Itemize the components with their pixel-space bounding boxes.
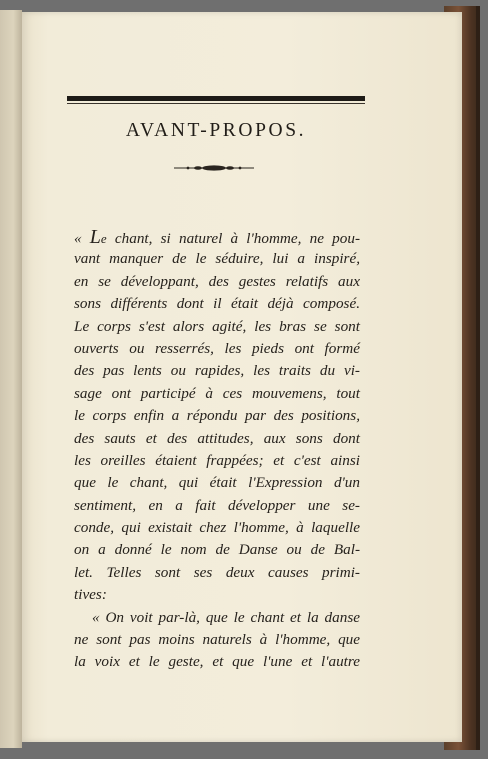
drop-cap: L (89, 226, 101, 248)
text-line-19: ne sont pas moins naturels à l'homme, que (74, 631, 360, 649)
text-line-16: let. Telles sont ses deux causes primi- (74, 563, 360, 581)
left-page-edge (0, 10, 22, 748)
text-line-3: en se développant, des gestes relatifs aux (74, 272, 360, 290)
text-line-1 (74, 226, 360, 248)
text-line-14: conde, qui existait chez l'homme, à laquelle (74, 519, 360, 537)
quote-mark: « (74, 230, 90, 247)
book-page (22, 12, 462, 742)
text-line-10: des sauts et des attitudes, aux sons dont (74, 429, 360, 447)
text-line-8: sage ont participé à ces mouvemens, tout (74, 384, 360, 402)
book-cover-edge (476, 6, 480, 750)
text-line-11: les oreilles étaient frappées; et c'est ainsi (74, 451, 360, 469)
page-title: AVANT-PROPOS. (125, 120, 307, 141)
text-line-17: tives: (74, 586, 107, 604)
text-line-7: des pas lents ou rapides, les traits du vi- (74, 362, 360, 380)
line-text: chant, si naturel à l'homme, ne pou- (106, 230, 360, 247)
text-line-4: sons différents dont il était déjà composé. (74, 295, 360, 313)
ornament-divider (174, 162, 254, 174)
text-line-13: sentiment, en a fait développer une se- (74, 496, 360, 514)
text-line-9: le corps enfin a répondu par des positions, (74, 407, 360, 425)
text-line-20: la voix et le geste, et que l'une et l'autre (74, 653, 360, 671)
text-line-2: vant manquer de le séduire, lui a inspiré, (74, 250, 360, 268)
header-rule-thick (67, 96, 365, 101)
text-line-18: « On voit par-là, que le chant et la danse (92, 608, 360, 626)
text-line-12: que le chant, qui était l'Expression d'un (74, 474, 360, 492)
text-line-15: on a donné le nom de Danse ou de Bal- (74, 541, 360, 559)
header-rule-thin (67, 103, 365, 104)
text-line-5: Le corps s'est alors agité, les bras se sont (74, 317, 360, 335)
body-text (74, 226, 360, 674)
text-line-6: ouverts ou resserrés, les pieds ont formé (74, 339, 360, 357)
small-cap: e (100, 231, 107, 246)
